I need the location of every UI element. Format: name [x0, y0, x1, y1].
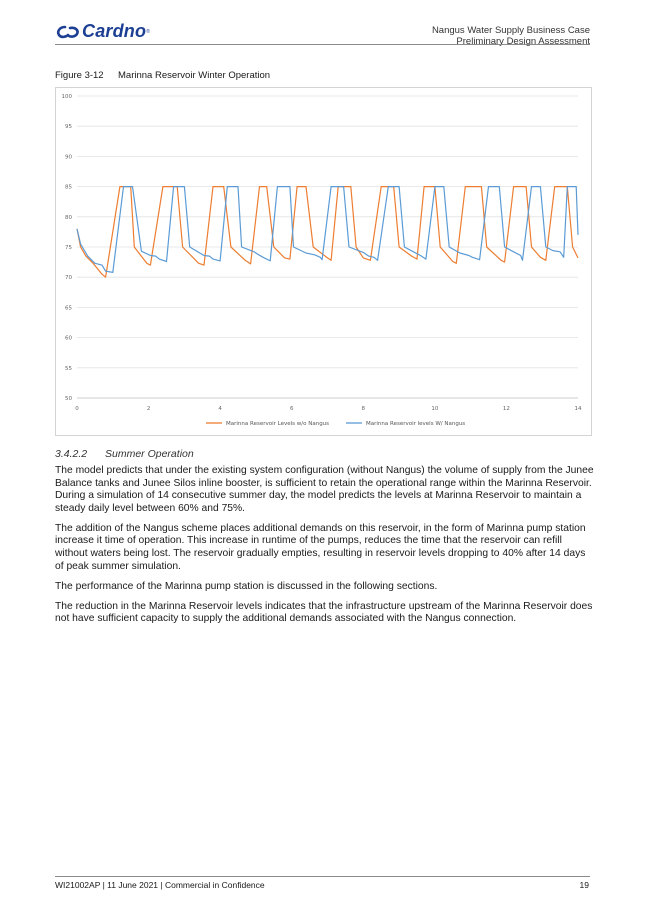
header-divider — [55, 44, 590, 45]
legend-label: Marinna Reservoir Levels w/o Nangus — [226, 421, 330, 427]
x-tick-label: 8 — [361, 406, 366, 412]
chart-legend — [206, 421, 465, 427]
y-tick-label: 65 — [65, 305, 72, 312]
x-tick-label: 2 — [146, 406, 151, 412]
paragraph: The addition of the Nangus scheme places additional demands on this reservoir, in the form of Marinna pump station increase it time of operation. This increase in runtime of the pumps, reduces the time that the reservoir can refill without waters being lost. The reservoir gradually empties, resulting in reservoir levels dropping to 40% after 14 days of peak summer simulation. — [55, 522, 586, 572]
x-axis-ticks — [75, 406, 582, 412]
document-subtitle: Preliminary Design Assessment — [456, 36, 590, 47]
legend-label: Marinna Reservoir levels W/ Nangus — [366, 421, 466, 427]
figure-caption — [55, 70, 270, 81]
paragraph: The model predicts that under the existing system configuration (without Nangus) the volume of supply from the Junee Balance tanks and Junee Silos inline booster, is sufficient to retain the operational range within the Marinna Reservoir. During a simulation of 14 consecutive summer day, the model predicts the levels at Marinna Reservoir to maintain a steady daily level between 60% and 75%. — [55, 465, 594, 514]
x-tick-label: 14 — [574, 406, 582, 412]
y-tick-label: 55 — [65, 365, 72, 372]
y-tick-label: 80 — [65, 214, 72, 221]
chart-canvas — [56, 88, 591, 435]
document-title: Nangus Water Supply Business Case — [431, 25, 590, 36]
cardno-logo-icon — [56, 24, 80, 40]
y-tick-label: 90 — [65, 154, 72, 161]
footer-divider — [55, 876, 590, 877]
y-tick-label: 75 — [65, 245, 72, 251]
chart-series — [77, 187, 578, 278]
paragraph: The reduction in the Marinna Reservoir levels indicates that the infrastructure upstream of the Marinna Reservoir does not have sufficient capacity to supply the additional demands associated with the Nangus connection. — [55, 600, 593, 625]
x-tick-label: 4 — [218, 406, 222, 412]
section-heading — [55, 448, 194, 460]
company-logo — [56, 21, 150, 42]
reservoir-level-chart — [55, 87, 592, 436]
figure-title: Marinna Reservoir Winter Operation — [118, 70, 271, 81]
page-number: 19 — [579, 880, 589, 890]
y-tick-label: 70 — [65, 275, 72, 282]
y-tick-label: 50 — [65, 396, 72, 402]
chart-gridlines — [77, 96, 578, 398]
series-line-2 — [77, 187, 578, 273]
y-tick-label: 100 — [61, 94, 72, 100]
section-number: 3.4.2.2 — [55, 448, 88, 460]
body-text — [55, 465, 595, 634]
figure-number: Figure 3-12 — [55, 70, 104, 81]
x-tick-label: 10 — [431, 406, 439, 412]
x-tick-label: 0 — [75, 406, 79, 412]
footer-reference: WI21002AP | 11 June 2021 | Commercial in Confidence — [55, 880, 265, 890]
x-tick-label: 6 — [289, 406, 294, 412]
logo-text: Cardno — [82, 21, 147, 41]
paragraph: The performance of the Marinna pump station is discussed in the following sections. — [55, 580, 438, 592]
section-title: Summer Operation — [105, 448, 194, 460]
y-tick-label: 60 — [65, 335, 72, 342]
x-tick-label: 12 — [502, 406, 510, 412]
logo-registered-mark: ® — [146, 28, 150, 35]
y-axis-ticks — [62, 94, 73, 402]
y-tick-label: 95 — [65, 124, 72, 131]
y-tick-label: 85 — [65, 184, 72, 191]
